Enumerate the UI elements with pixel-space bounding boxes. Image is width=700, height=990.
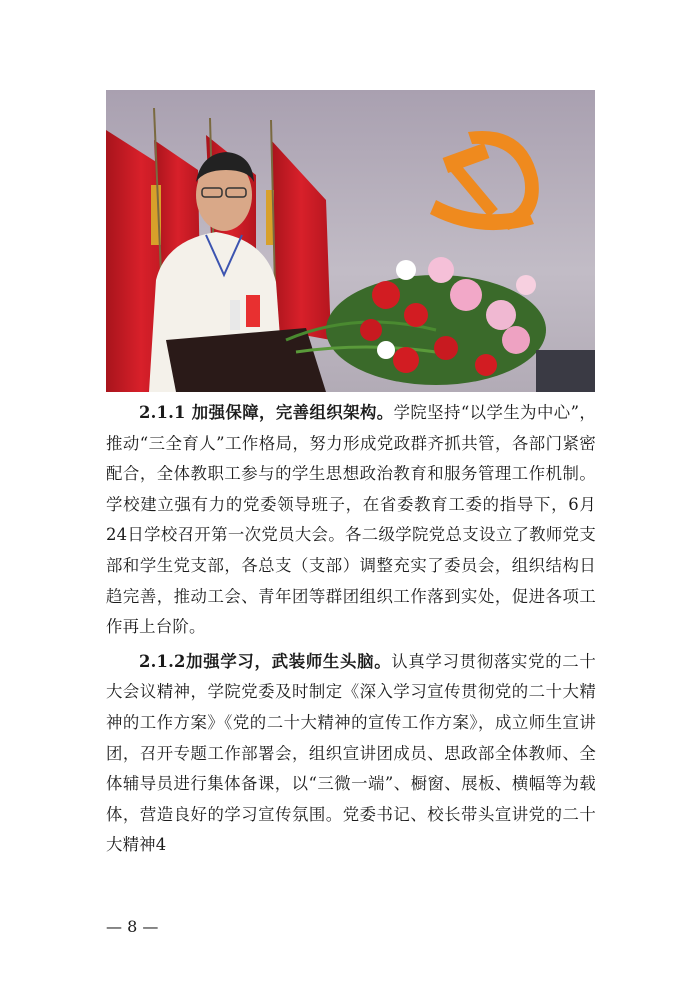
speaker-photo [106,90,595,392]
section-heading: 2.1.2加强学习，武装师生头脑。 [139,651,392,671]
paragraph-2-1-1 [106,398,596,643]
paragraph-body: 认真学习贯彻落实党的二十大会议精神，学院党委及时制定《深入学习宣传贯彻党的二十大精神的工作方案》《党的二十大精神的宣传工作方案》，成立师生宣讲团，召开专题工作部署会，组织宣讲团成员、思政部全体教师、全体辅导员进行集体备课，以“三微一端”、橱窗、展板、横幅等为载体，营造良好的学习宣传氛围。党委书记、校长带头宣讲党的二十大精神4 [106,651,597,855]
body-text [106,398,596,865]
page-number: — 8 — [106,917,159,936]
section-heading: 2.1.1 加强保障，完善组织架构。 [139,403,394,422]
podium-speech-image [106,90,595,392]
paragraph-body: 学院坚持“以学生为中心”，推动“三全育人”工作格局，努力形成党政群齐抓共管，各部门紧密配合，全体教职工参与的学生思想政治教育和服务管理工作机制。学校建立强有力的党委领导班子，在省委教育工委的指导下，6月24日学校召开第一次党员大会。各二级学院党总支设立了教师党支部和学生党支部，各总支（支部）调整充实了委员会，组织结构日趋完善，推动工会、青年团等群团组织工作落到实处，促进各项工作再上台阶。 [106,403,596,637]
paragraph-2-1-2 [106,647,596,861]
